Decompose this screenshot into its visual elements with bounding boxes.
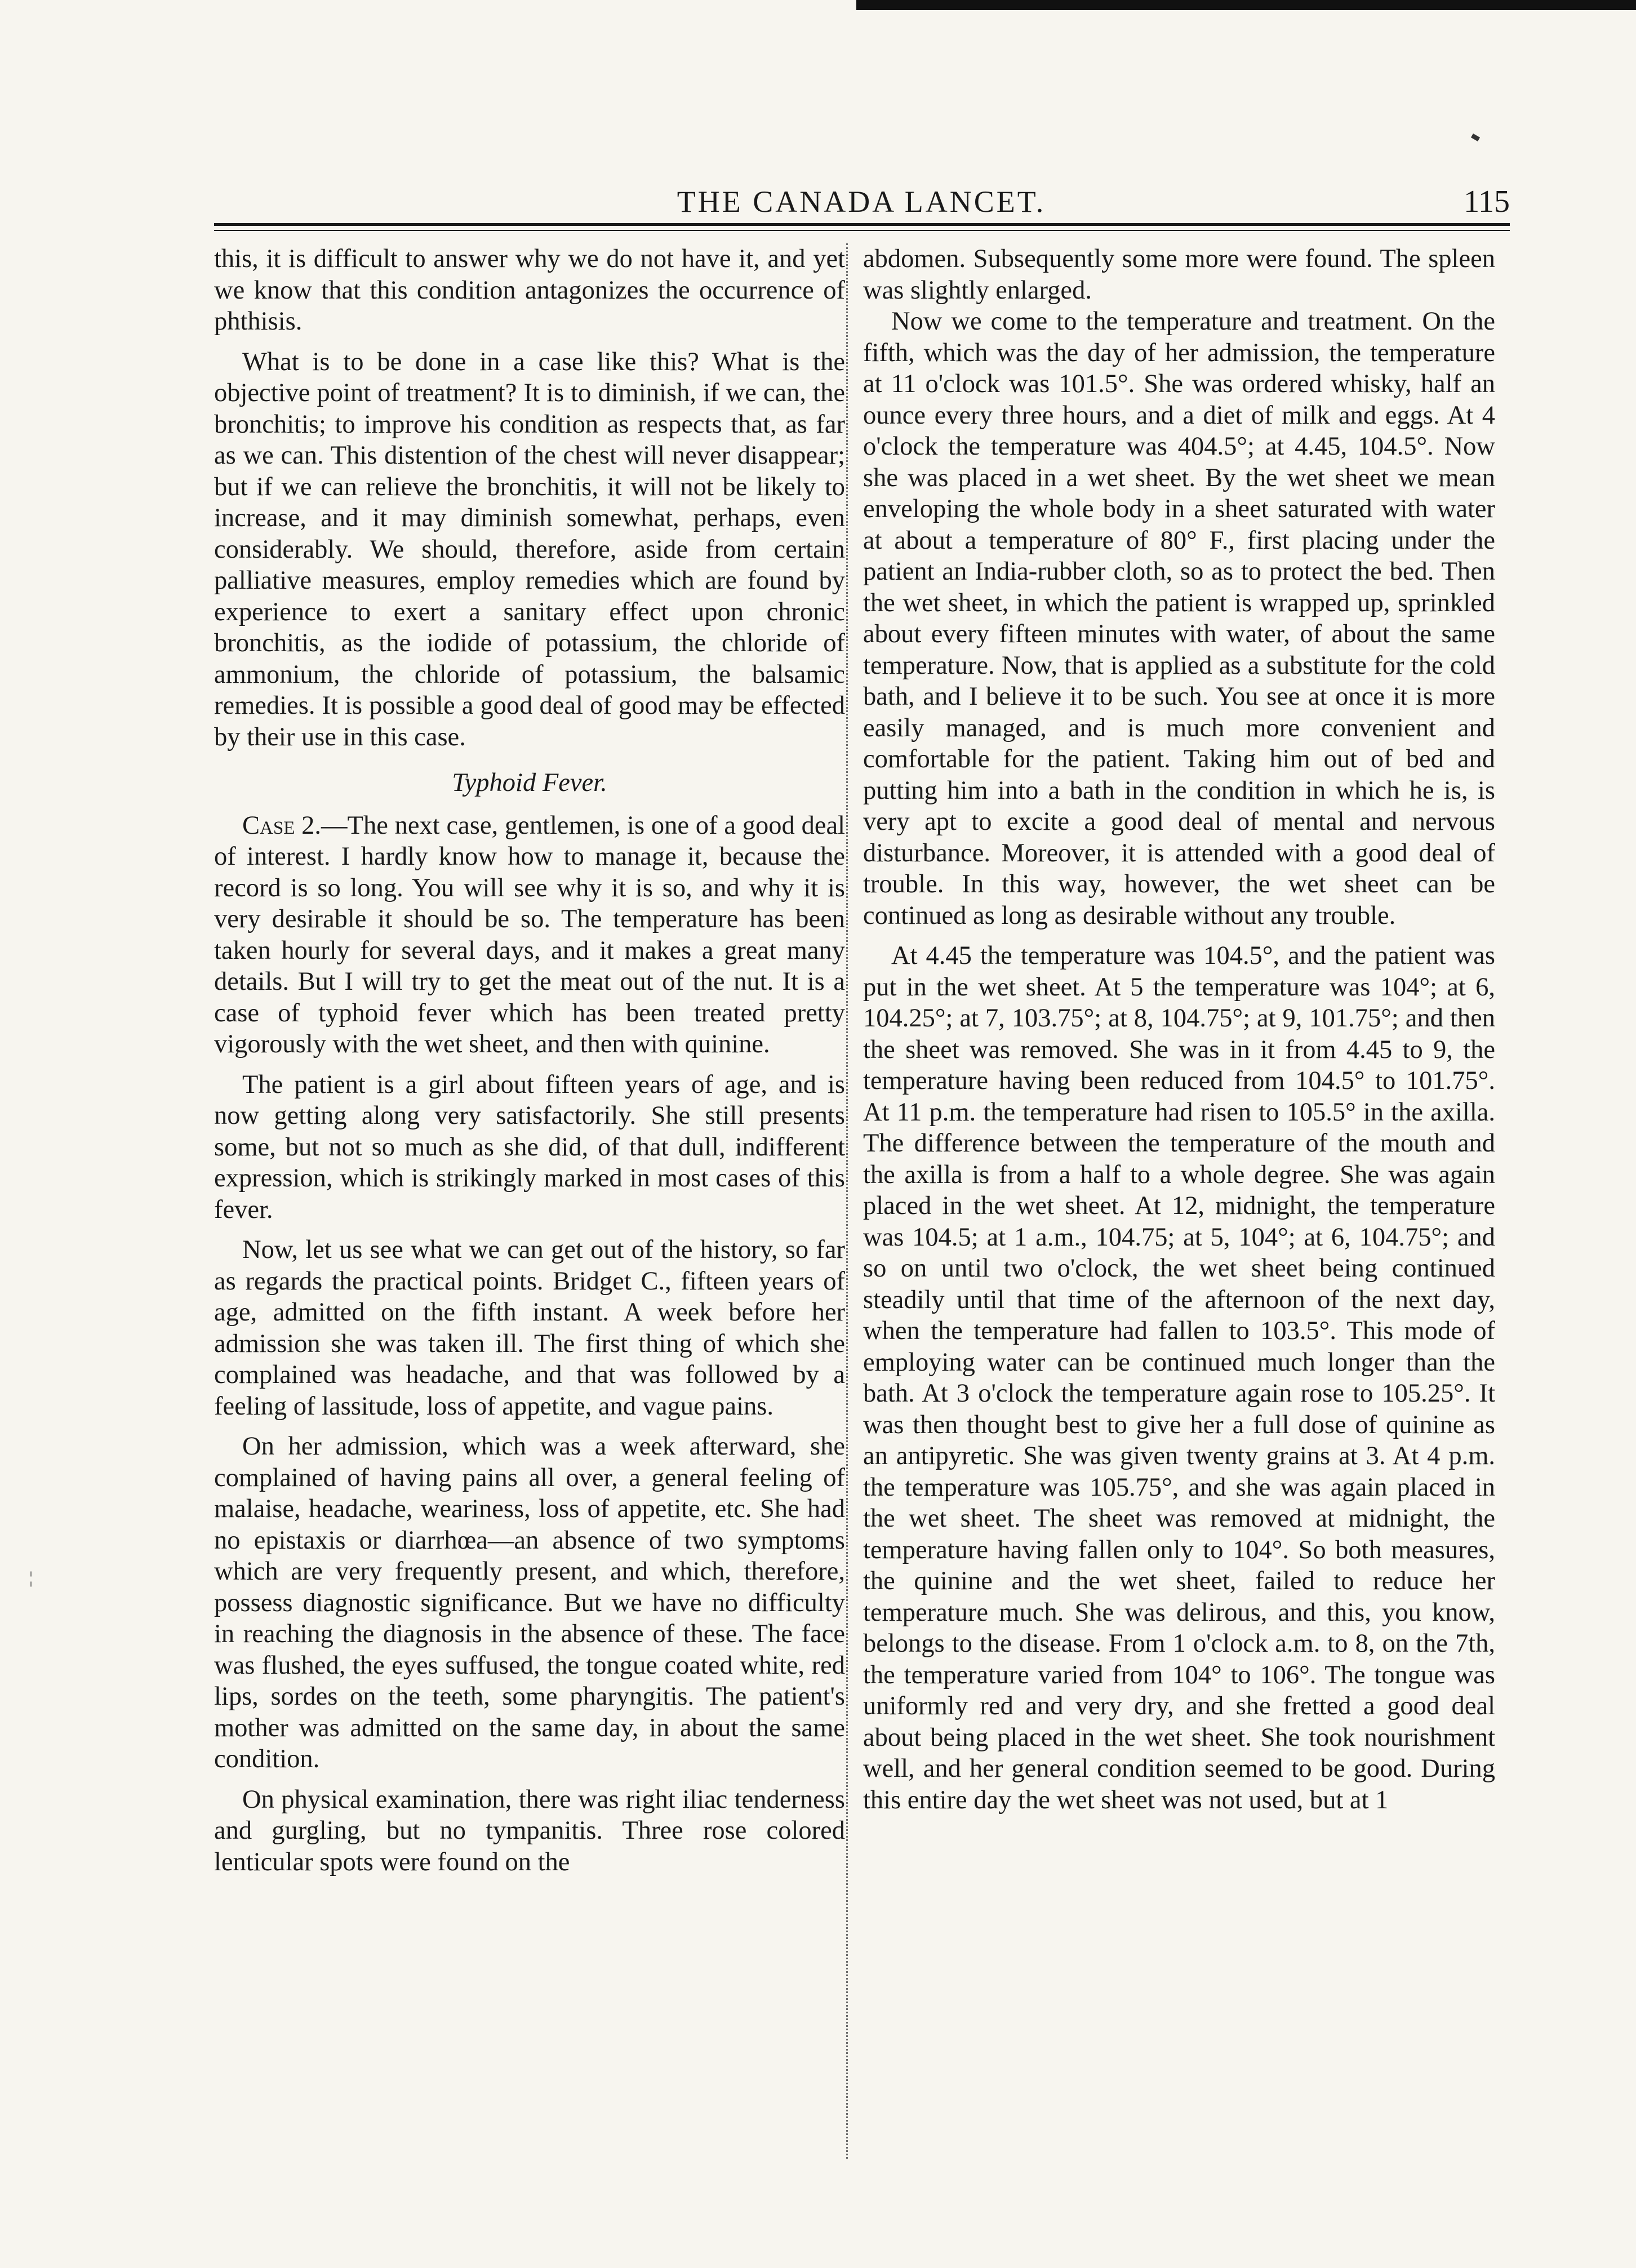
journal-title: THE CANADA LANCET. bbox=[677, 185, 1046, 219]
right-paragraph-1: abdomen. Subsequently some more were found. The spleen was slightly enlarged. bbox=[863, 244, 1495, 305]
left-paragraph-1: this, it is difficult to answer why we do not have it, and yet we know that this condition antagonizes the occurrence of phthisis. bbox=[214, 244, 845, 336]
left-paragraph-2: What is to be done in a case like this? What is the objective point of treatment? It is to diminish, if we can, the bronchitis; to improve his condition as respects that, as far as we can. This distention of the chest will never disappear; but if we can relieve the bronchitis, it will not be likely to increase, and it may diminish somewhat, perhaps, even considerably. We should, therefore, aside from certain palliative measures, employ remedies which are found by experience to exert a sanitary effect upon chronic bronchitis, as the iodide of potassium, the chloride of ammonium, the chloride of potassium, the balsamic remedies. It is possible a good deal of good may be effected by their use in this case. bbox=[214, 347, 845, 751]
left-paragraph-7: On physical examination, there was right iliac tenderness and gurgling, but no tympanitis. Three rose colored lenticular spots were found on the bbox=[214, 1785, 845, 1876]
left-paragraph-5: Now, let us see what we can get out of the history, so far as regards the practical points. Bridget C., fifteen years of age, admitted on the fifth instant. A week before her admission she was taken ill. The first thing of which she complained was headache, and that was followed by a feeling of lassitude, loss of appetite, and vague pains. bbox=[214, 1235, 845, 1421]
left-paragraph-6: On her admission, which was a week afterward, she complained of having pains all over, a general feeling of malaise, headache, weariness, loss of appetite, etc. She had no epistaxis or diarrhœa—an absence of two symptoms which are very frequently present, and which, therefore, possess diagnostic significance. But we have no difficulty in reaching the diagnosis in the absence of these. The face was flushed, the eyes suffused, the tongue coated white, red lips, sordes on the teeth, some pharyngitis. The patient's mother was admitted on the same day, in about the same condition. bbox=[214, 1432, 845, 1773]
stray-ink-mark bbox=[1471, 134, 1480, 141]
column-divider bbox=[846, 243, 850, 2159]
section-heading-typhoid-fever: Typhoid Fever. bbox=[452, 768, 607, 797]
page-number: 115 bbox=[1464, 184, 1510, 219]
left-paragraph-4: The patient is a girl about fifteen years of age, and is now getting along very satisfactorily. She still presents some, but not so much as she did, of that dull, indifferent expression, which is strikingly marked in most cases of this fever. bbox=[214, 1070, 845, 1224]
top-edge-rule bbox=[856, 0, 1636, 10]
right-column bbox=[863, 243, 1495, 2187]
margin-mark: ¦ bbox=[29, 1568, 33, 1587]
left-column bbox=[214, 243, 845, 2187]
running-header bbox=[213, 179, 1510, 224]
case-label: Case 2. bbox=[242, 811, 322, 840]
header-rule-thin bbox=[214, 230, 1510, 231]
right-paragraph-2: Now we come to the temperature and treatment. On the fifth, which was the day of her admission, the temperature at 11 o'clock was 101.5°. She was ordered whisky, half an ounce every three hours, and a diet of milk and eggs. At 4 o'clock the temperature was 404.5°; at 4.45, 104.5°. Now she was placed in a wet sheet. By the wet sheet we mean enveloping the whole body in a sheet saturated with water at about a temperature of 80° F., first placing under the patient an India-rubber cloth, so as to protect the bed. Then the wet sheet, in which the patient is wrapped up, sprinkled about every fifteen minutes with water, of about the same temperature. Now, that is applied as a substitute for the cold bath, and I believe it to be such. You see at once it is more easily managed, and is much more convenient and comfortable for the patient. Taking him out of bed and putting him into a bath in the condition in which he is, is very apt to excite a good deal of mental and nervous disturbance. Moreover, it is attended with a good deal of trouble. In this way, however, the wet sheet can be continued as long as desirable without any trouble. bbox=[863, 307, 1495, 930]
left-paragraph-case-2 bbox=[214, 810, 845, 1060]
case-2-text: —The next case, gentlemen, is one of a good deal of interest. I hardly know how to manage it, because the record is so long. You will see why it is so, and why it is very desirable it should be so. The temperature has been taken hourly for several days, and it makes a great many details. But I will try to get the meat out of the nut. It is a case of typhoid fever which has been treated pretty vigorously with the wet sheet, and then with quinine. bbox=[214, 811, 845, 1059]
right-paragraph-3: At 4.45 the temperature was 104.5°, and the patient was put in the wet sheet. At 5 the temperature was 104°; at 6, 104.25°; at 7, 103.75°; at 8, 104.75°; at 9, 101.75°; and then the sheet was removed. She was in it from 4.45 to 9, the temperature having been reduced from 104.5° to 101.75°. At 11 p.m. the temperature had risen to 105.5° in the axilla. The difference between the temperature of the mouth and the axilla is from a half to a whole degree. She was again placed in the wet sheet. At 12, midnight, the temperature was 104.5; at 1 a.m., 104.75; at 5, 104°; at 6, 104.75°; and so on until two o'clock, the wet sheet being continued steadily until that time of the afternoon of the next day, when the temperature had fallen to 103.5°. This mode of employing water can be continued much longer than the bath. At 3 o'clock the temperature again rose to 105.25°. It was then thought best to give her a full dose of quinine as an antipyretic. She was given twenty grains at 3. At 4 p.m. the temperature was 105.75°, and she was again placed in the wet sheet. The sheet was removed at midnight, the temperature having fallen only to 104°. So both measures, the quinine and the wet sheet, failed to reduce her temperature much. She was delirous, and this, you know, belongs to the disease. From 1 o'clock a.m. to 8, on the 7th, the temperature varied from 104° to 106°. The tongue was uniformly red and very dry, and she fretted a good deal about being placed in the wet sheet. She took nourishment well, and her general condition seemed to be good. During this entire day the wet sheet was not used, but at 1 bbox=[863, 941, 1495, 1815]
header-rule-thick bbox=[214, 223, 1510, 226]
